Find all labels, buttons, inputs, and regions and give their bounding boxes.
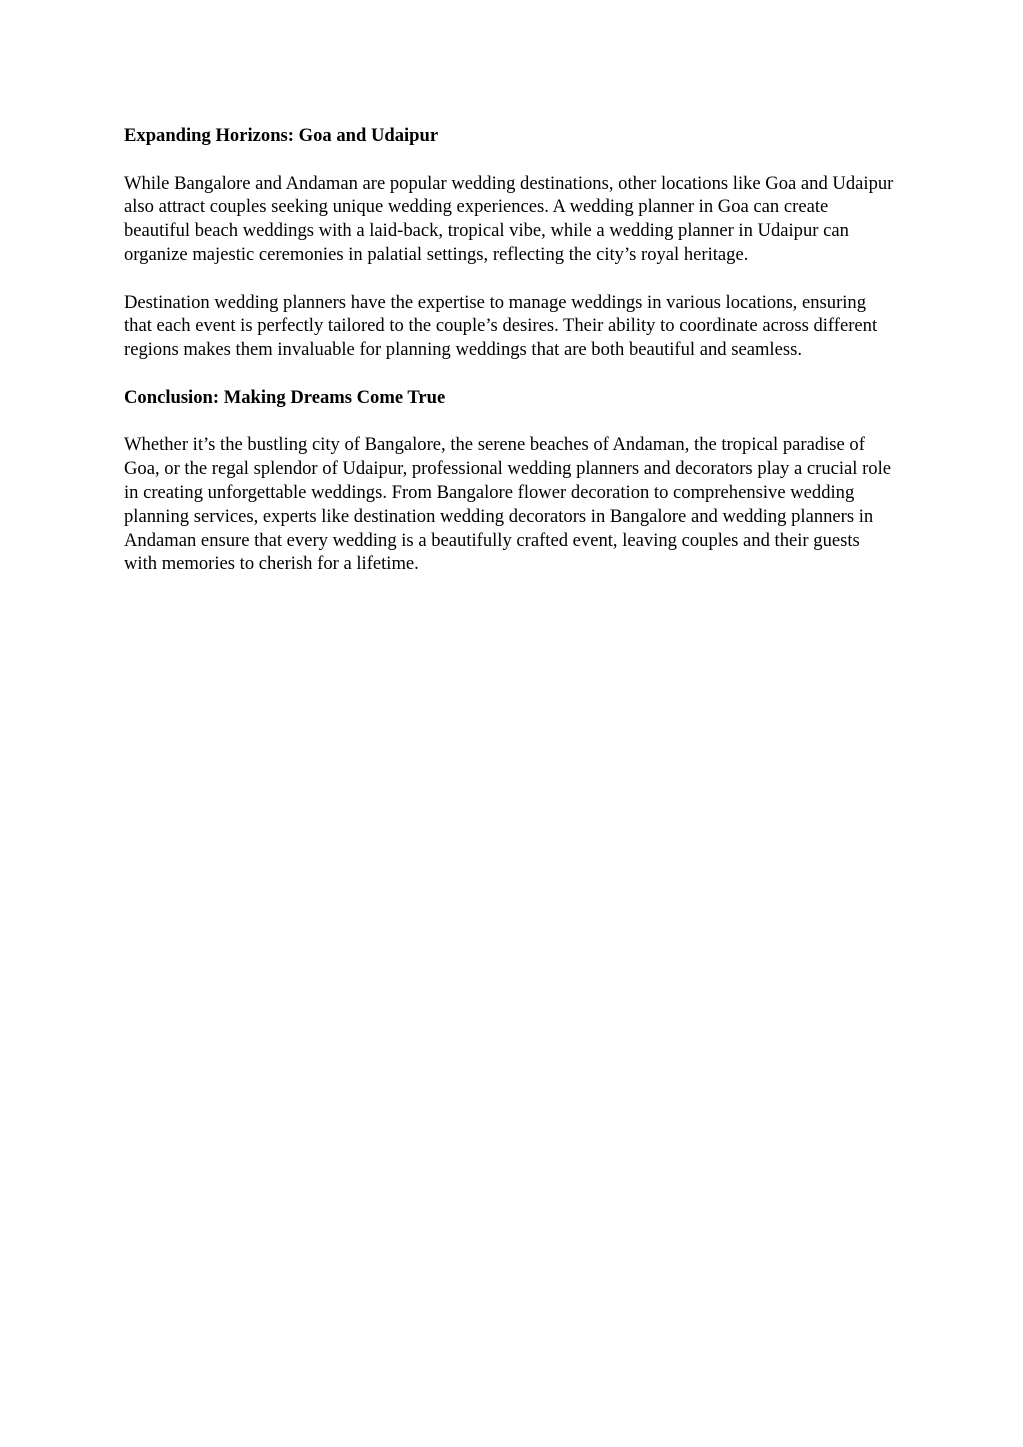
- spacer: [124, 362, 894, 386]
- spacer: [124, 267, 894, 291]
- spacer: [124, 410, 894, 434]
- paragraph-destination-planners: Destination wedding planners have the expertise to manage weddings in various locations, ensuring that each event is perfectly tailored to the couple’s desires. Their ability to coordinate across different regions makes them invaluable for planning weddings that are both beautiful and seamless.: [124, 291, 878, 361]
- paragraph-goa-udaipur: While Bangalore and Andaman are popular wedding destinations, other locations like Goa and Udaipur also attract couples seeking unique wedding experiences. A wedding planner in Goa can create beautiful beach weddings with a laid-back, tropical vibe, while a wedding planner in Udaipur can organize majestic ceremonies in palatial settings, reflecting the city’s royal heritage.: [124, 172, 894, 265]
- document-body: [124, 124, 894, 576]
- paragraph-conclusion: Whether it’s the bustling city of Bangalore, the serene beaches of Andaman, the tropical paradise of Goa, or the regal splendor of Udaipur, professional wedding planners and decorators play a crucial role in creating unforgettable weddings. From Bangalore flower decoration to comprehensive wedding planning services, experts like destination wedding decorators in Bangalore and wedding planners in Andaman ensure that every wedding is a beautifully crafted event, leaving couples and their guests with memories to cherish for a lifetime.: [124, 434, 892, 575]
- section-heading-expanding-horizons: Expanding Horizons: Goa and Udaipur: [124, 125, 439, 146]
- spacer: [124, 148, 894, 172]
- section-heading-conclusion: Conclusion: Making Dreams Come True: [124, 386, 446, 408]
